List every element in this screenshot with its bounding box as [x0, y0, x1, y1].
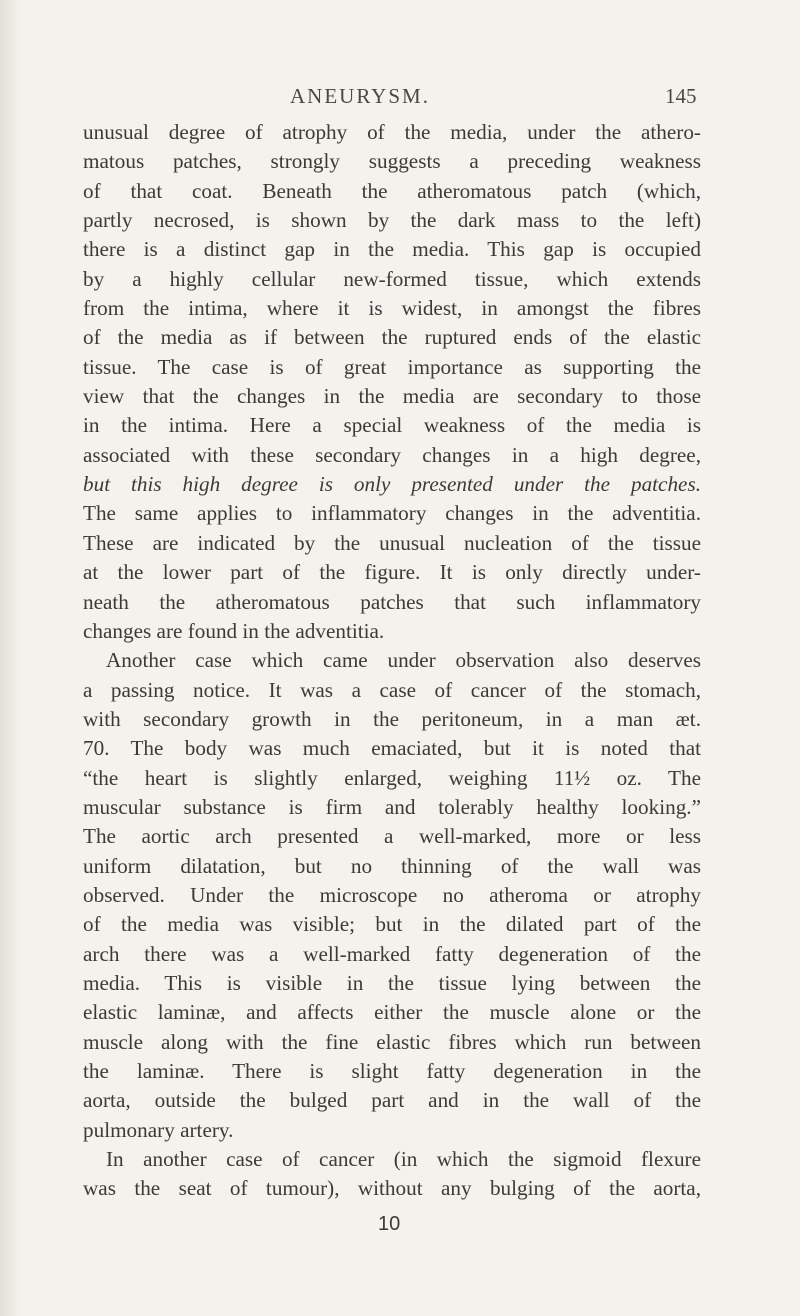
text-line: of the media was visible; but in the dilated part of the [83, 912, 701, 937]
text-line: unusual degree of atrophy of the media, under the athero- [83, 120, 701, 144]
text-line: pulmonary artery. [83, 1117, 234, 1142]
text-line: The same applies to inflammatory changes in the adventitia. [83, 501, 701, 526]
text-line: aorta, outside the bulged part and in the wall of the [83, 1088, 701, 1113]
page-edge-shadow [0, 0, 22, 1316]
text-line: associated with these secondary changes in a high degree, [83, 442, 701, 467]
text-line-italic: but this high degree is only presented under the patches. [83, 472, 701, 497]
text-line: In another case of cancer (in which the sigmoid flexure [106, 1147, 701, 1172]
text-line: neath the atheromatous patches that such inflammatory [83, 589, 701, 614]
running-head: ANEURYSM. [290, 84, 430, 108]
text-line: arch there was a well-marked fatty degeneration of the [83, 941, 701, 966]
text-line: from the intima, where it is widest, in amongst the fibres [83, 296, 701, 321]
text-line: by a highly cellular new-formed tissue, which extends [83, 266, 701, 291]
page-header [0, 84, 800, 114]
text-line: at the lower part of the figure. It is only directly under- [83, 560, 701, 585]
text-line: matous patches, strongly suggests a preceding weakness [83, 149, 701, 174]
text-line: view that the changes in the media are secondary to those [83, 384, 701, 409]
text-line: elastic laminæ, and affects either the muscle alone or the [83, 1000, 701, 1025]
text-line: of that coat. Beneath the atheromatous patch (which, [83, 178, 701, 203]
text-line: uniform dilatation, but no thinning of the wall was [83, 853, 701, 878]
text-line: the laminæ. There is slight fatty degeneration in the [83, 1059, 701, 1083]
text-line: observed. Under the microscope no atheroma or atrophy [83, 882, 701, 907]
text-line: with secondary growth in the peritoneum, in a man æt. [83, 706, 701, 731]
text-line: of the media as if between the ruptured ends of the elastic [83, 325, 701, 350]
text-line: was the seat of tumour), without any bulging of the aorta, [83, 1176, 701, 1201]
text-line: These are indicated by the unusual nucleation of the tissue [83, 530, 701, 555]
text-line: in the intima. Here a special weakness of the media is [83, 413, 701, 438]
text-line: muscle along with the fine elastic fibres which run between [83, 1029, 701, 1054]
page-number: 145 [665, 84, 697, 108]
text-line: muscular substance is firm and tolerably healthy looking.” [83, 794, 701, 819]
text-line: there is a distinct gap in the media. This gap is occupied [83, 237, 701, 262]
text-line: Another case which came under observation also deserves [106, 648, 701, 673]
text-line: tissue. The case is of great importance as supporting the [83, 354, 701, 379]
text-line: 70. The body was much emaciated, but it is noted that [83, 736, 701, 761]
text-line: “the heart is slightly enlarged, weighing 11½ oz. The [83, 765, 701, 790]
text-line: The aortic arch presented a well-marked, more or less [83, 824, 701, 849]
body-text [83, 118, 701, 1204]
text-line: changes are found in the adventitia. [83, 618, 385, 643]
text-line: partly necrosed, is shown by the dark mass to the left) [83, 208, 701, 233]
text-line: media. This is visible in the tissue lying between the [83, 970, 701, 995]
signature-mark: 10 [378, 1213, 401, 1235]
text-line: a passing notice. It was a case of cancer of the stomach, [83, 677, 701, 702]
